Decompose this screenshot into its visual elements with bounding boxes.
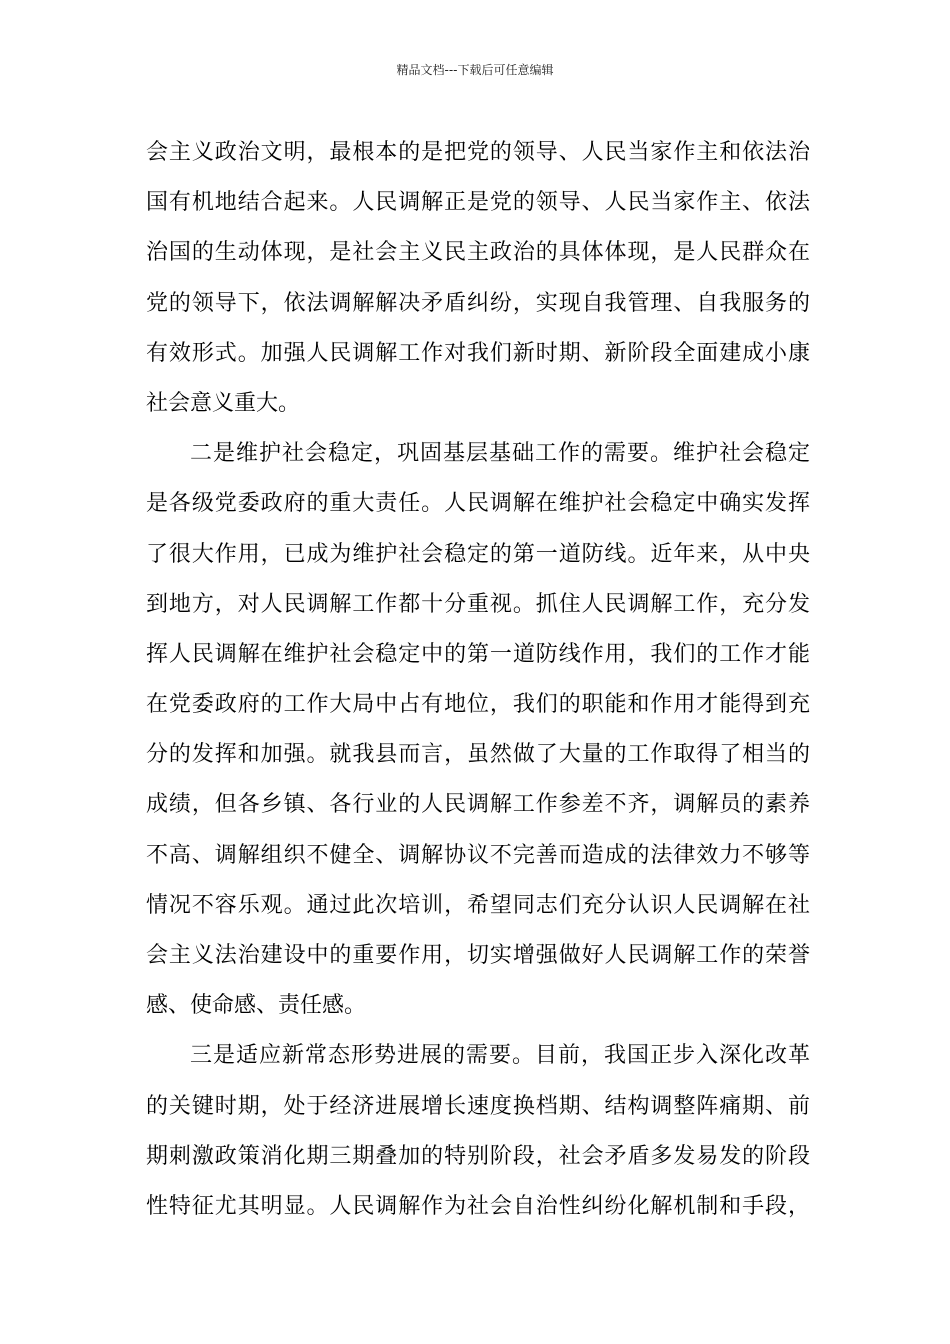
text-line: 国有机地结合起来。人民调解正是党的领导、人民当家作主、依法 (146, 190, 810, 216)
text-line: 不高、调解组织不健全、调解协议不完善而造成的法律效力不够等 (146, 842, 810, 868)
text-line: 有效形式。加强人民调解工作对我们新时期、新阶段全面建成小康 (146, 340, 810, 366)
text-line: 感、使命感、责任感。 (146, 993, 367, 1019)
text-line: 成绩，但各乡镇、各行业的人民调解工作参差不齐，调解员的素养 (146, 792, 810, 818)
paragraph (146, 1031, 810, 1232)
text-line: 期刺激政策消化期三期叠加的特别阶段，社会矛盾多发易发的阶段 (146, 1143, 810, 1169)
text-line: 党的领导下，依法调解解决矛盾纠纷，实现自我管理、自我服务的 (146, 290, 810, 316)
text-line: 二是维护社会稳定，巩固基层基础工作的需要。维护社会稳定 (190, 441, 810, 467)
text-line: 到地方，对人民调解工作都十分重视。抓住人民调解工作，充分发 (146, 591, 810, 617)
text-line: 会主义法治建设中的重要作用，切实增强做好人民调解工作的荣誉 (146, 943, 810, 968)
text-line: 性特征尤其明显。人民调解作为社会自治性纠纷化解机制和手段， (146, 1193, 810, 1219)
document-body (146, 128, 810, 1232)
text-line: 社会意义重大。 (146, 390, 301, 416)
text-line: 会主义政治文明，最根本的是把党的领导、人民当家作主和依法治 (146, 140, 810, 165)
text-line: 的关键时期，处于经济进展增长速度换档期、结构调整阵痛期、前 (146, 1093, 810, 1119)
text-line: 三是适应新常态形势进展的需要。目前，我国正步入深化改革 (190, 1043, 810, 1069)
text-line: 分的发挥和加强。就我县而言，虽然做了大量的工作取得了相当的 (146, 742, 810, 768)
text-line: 是各级党委政府的重大责任。人民调解在维护社会稳定中确实发挥 (146, 491, 810, 517)
text-line: 挥人民调解在维护社会稳定中的第一道防线作用，我们的工作才能 (146, 641, 810, 667)
text-line: 在党委政府的工作大局中占有地位，我们的职能和作用才能得到充 (146, 692, 810, 718)
paragraph (146, 128, 810, 429)
text-line: 情况不容乐观。通过此次培训，希望同志们充分认识人民调解在社 (146, 892, 810, 918)
paragraph (146, 429, 810, 1031)
text-line: 治国的生动体现，是社会主义民主政治的具体体现，是人民群众在 (146, 240, 810, 266)
page-header: 精品文档---下载后可任意编辑 (396, 63, 554, 77)
text-line: 了很大作用，已成为维护社会稳定的第一道防线。近年来，从中央 (146, 541, 810, 567)
